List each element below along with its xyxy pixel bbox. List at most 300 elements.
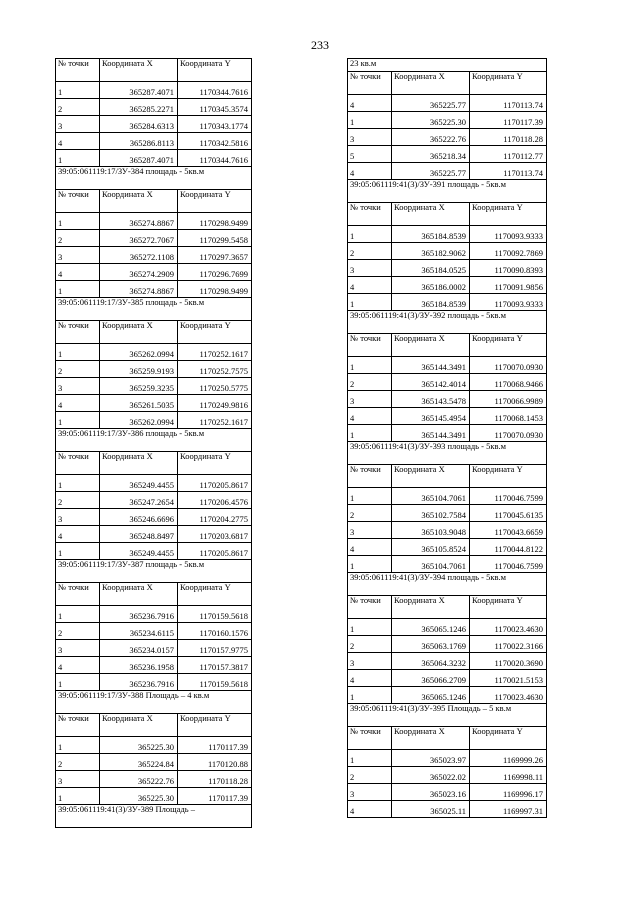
coordinate-y: 1170298.9499 — [178, 281, 252, 298]
table-row — [56, 133, 252, 150]
coordinate-x: 365105.8524 — [392, 539, 470, 556]
parcel-title: 39:05:061119:41(3)/ЗУ-392 площадь - 5кв.м — [348, 311, 547, 334]
coordinate-y: 1170344.7616 — [178, 82, 252, 99]
header-coord-y: Координата Y — [178, 583, 252, 606]
coordinate-x: 365274.8867 — [100, 281, 178, 298]
coordinate-y: 1170091.9856 — [470, 277, 547, 294]
table-row — [56, 475, 252, 492]
header-coord-x: Координата X — [392, 727, 470, 750]
point-number: 1 — [56, 344, 100, 361]
coordinate-x: 365274.8867 — [100, 213, 178, 230]
coordinate-y: 1170159.5618 — [178, 674, 252, 691]
header-coord-y: Координата Y — [178, 321, 252, 344]
table-row — [56, 737, 252, 754]
coordinate-y: 1170118.28 — [470, 129, 547, 146]
header-coord-y: Координата Y — [178, 190, 252, 213]
table-header-row — [56, 583, 252, 606]
point-number: 4 — [348, 408, 392, 425]
header-point-no: № точки — [56, 321, 100, 344]
table-row — [348, 357, 547, 374]
table-row — [348, 767, 547, 784]
table-row — [348, 670, 547, 687]
header-point-no: № точки — [348, 72, 392, 95]
coordinate-y: 1170046.7599 — [470, 488, 547, 505]
coordinate-x: 365249.4455 — [100, 543, 178, 560]
table-row — [348, 294, 547, 311]
point-number: 1 — [348, 619, 392, 636]
point-number: 1 — [348, 556, 392, 573]
coordinate-y: 1170043.6659 — [470, 522, 547, 539]
point-number: 2 — [56, 754, 100, 771]
coordinate-x: 365184.0525 — [392, 260, 470, 277]
table-row — [348, 95, 547, 112]
point-number: 4 — [348, 539, 392, 556]
coordinate-y: 1170252.7575 — [178, 361, 252, 378]
coordinate-x: 365025.11 — [392, 801, 470, 818]
coordinate-y: 1170297.3657 — [178, 247, 252, 264]
table-row — [348, 163, 547, 180]
parcel-title-row — [348, 311, 547, 334]
coordinate-y: 1170298.9499 — [178, 213, 252, 230]
point-number: 3 — [56, 771, 100, 788]
table-row — [348, 374, 547, 391]
parcel-title-row — [56, 560, 252, 583]
coordinate-x: 365234.0157 — [100, 640, 178, 657]
table-body-right — [348, 59, 547, 818]
header-coord-y: Координата Y — [470, 727, 547, 750]
table-row — [56, 606, 252, 623]
table-header-row — [56, 190, 252, 213]
coordinate-x: 365236.7916 — [100, 674, 178, 691]
table-row — [56, 344, 252, 361]
coordinate-x: 365225.30 — [392, 112, 470, 129]
point-number: 4 — [56, 264, 100, 281]
point-number: 3 — [348, 129, 392, 146]
coordinate-x: 365064.3232 — [392, 653, 470, 670]
parcel-title-row — [348, 573, 547, 596]
coordinate-x: 365247.2654 — [100, 492, 178, 509]
table-row — [56, 543, 252, 560]
coordinate-x: 365222.76 — [100, 771, 178, 788]
table-header-row — [56, 59, 252, 82]
table-row — [348, 408, 547, 425]
parcel-title: 39:05:061119:17/ЗУ-386 площадь - 5кв.м — [56, 429, 252, 452]
point-number: 1 — [56, 788, 100, 805]
coordinate-x: 365259.9193 — [100, 361, 178, 378]
coordinate-y: 1170112.77 — [470, 146, 547, 163]
header-point-no: № точки — [56, 714, 100, 737]
parcel-title-row — [56, 167, 252, 190]
parcel-title: 39:05:061119:17/ЗУ-387 площадь - 5кв.м — [56, 560, 252, 583]
coordinate-y: 1170113.74 — [470, 95, 547, 112]
coordinate-x: 365246.6696 — [100, 509, 178, 526]
coordinate-y: 1170120.88 — [178, 754, 252, 771]
point-number: 4 — [348, 163, 392, 180]
coordinate-x: 365225.30 — [100, 788, 178, 805]
coordinate-x: 365225.77 — [392, 163, 470, 180]
table-row — [348, 243, 547, 260]
header-coord-x: Координата X — [100, 714, 178, 737]
coordinate-y: 1170022.3166 — [470, 636, 547, 653]
point-number: 1 — [56, 475, 100, 492]
coordinate-y: 1170068.9466 — [470, 374, 547, 391]
point-number: 2 — [348, 505, 392, 522]
table-row — [56, 213, 252, 230]
coordinate-y: 1170342.5816 — [178, 133, 252, 150]
table-row — [56, 264, 252, 281]
coordinate-y: 1170117.39 — [178, 737, 252, 754]
coordinate-x: 365224.84 — [100, 754, 178, 771]
header-coord-y: Координата Y — [470, 203, 547, 226]
point-number: 1 — [56, 213, 100, 230]
coordinate-y: 1170045.6135 — [470, 505, 547, 522]
table-row — [348, 784, 547, 801]
point-number: 3 — [348, 653, 392, 670]
point-number: 3 — [56, 509, 100, 526]
table-header-row — [348, 465, 547, 488]
coordinate-y: 1170117.39 — [470, 112, 547, 129]
coordinate-y: 1170250.5775 — [178, 378, 252, 395]
coordinate-y: 1170023.4630 — [470, 687, 547, 704]
coordinate-y: 1170296.7699 — [178, 264, 252, 281]
header-coord-y: Координата Y — [178, 714, 252, 737]
point-number: 3 — [56, 378, 100, 395]
point-number: 1 — [348, 226, 392, 243]
coordinate-y: 1170068.1453 — [470, 408, 547, 425]
header-point-no: № точки — [56, 190, 100, 213]
table-body-left — [56, 59, 252, 828]
table-row — [56, 247, 252, 264]
parcel-title-row — [348, 59, 547, 72]
point-number: 2 — [348, 243, 392, 260]
table-row — [56, 526, 252, 543]
header-point-no: № точки — [348, 203, 392, 226]
coordinate-x: 365102.7584 — [392, 505, 470, 522]
coordinate-y: 1169998.11 — [470, 767, 547, 784]
header-coord-x: Координата X — [100, 190, 178, 213]
coordinate-y: 1170203.6817 — [178, 526, 252, 543]
table-row — [348, 146, 547, 163]
header-coord-y: Координата Y — [178, 59, 252, 82]
parcel-title-row — [56, 429, 252, 452]
coordinate-y: 1170343.1774 — [178, 116, 252, 133]
point-number: 4 — [56, 395, 100, 412]
coordinate-x: 365142.4014 — [392, 374, 470, 391]
coordinate-y: 1170160.1576 — [178, 623, 252, 640]
coordinate-x: 365262.0994 — [100, 412, 178, 429]
coordinate-y: 1170092.7869 — [470, 243, 547, 260]
coordinate-x: 365248.8497 — [100, 526, 178, 543]
point-number: 1 — [56, 82, 100, 99]
coordinate-x: 365184.8539 — [392, 294, 470, 311]
header-coord-y: Координата Y — [470, 72, 547, 95]
point-number: 4 — [56, 133, 100, 150]
coordinate-x: 365023.97 — [392, 750, 470, 767]
coordinate-y: 1170066.9989 — [470, 391, 547, 408]
point-number: 2 — [348, 374, 392, 391]
coordinates-table-left — [55, 58, 252, 828]
point-number: 1 — [348, 488, 392, 505]
point-number: 3 — [348, 522, 392, 539]
coordinate-y: 1170090.8393 — [470, 260, 547, 277]
point-number: 1 — [348, 425, 392, 442]
coordinate-x: 365104.7061 — [392, 556, 470, 573]
table-row — [56, 492, 252, 509]
coordinate-x: 365103.9048 — [392, 522, 470, 539]
parcel-title: 39:05:061119:41(3)/ЗУ-391 площадь - 5кв.м — [348, 180, 547, 203]
parcel-title-row — [348, 704, 547, 727]
coordinate-y: 1169997.31 — [470, 801, 547, 818]
coordinate-x: 365287.4071 — [100, 82, 178, 99]
table-row — [56, 230, 252, 247]
table-row — [56, 395, 252, 412]
coordinate-x: 365022.02 — [392, 767, 470, 784]
table-header-row — [348, 72, 547, 95]
coordinate-x: 365145.4954 — [392, 408, 470, 425]
point-number: 2 — [56, 623, 100, 640]
parcel-title: 39:05:061119:17/ЗУ-388 Площадь – 4 кв.м — [56, 691, 252, 714]
coordinate-x: 365184.8539 — [392, 226, 470, 243]
header-coord-x: Координата X — [392, 203, 470, 226]
header-coord-x: Координата X — [392, 465, 470, 488]
parcel-title-row — [348, 180, 547, 203]
table-row — [348, 636, 547, 653]
coordinate-x: 365144.3491 — [392, 425, 470, 442]
table-header-row — [56, 714, 252, 737]
table-header-row — [348, 727, 547, 750]
table-row — [56, 674, 252, 691]
header-coord-x: Координата X — [392, 72, 470, 95]
coordinate-x: 365236.7916 — [100, 606, 178, 623]
table-row — [348, 505, 547, 522]
point-number: 1 — [348, 687, 392, 704]
table-row — [56, 754, 252, 771]
coordinate-x: 365272.1108 — [100, 247, 178, 264]
coordinate-y: 1170299.5458 — [178, 230, 252, 247]
header-coord-x: Координата X — [100, 59, 178, 82]
coordinate-y: 1170118.28 — [178, 771, 252, 788]
point-number: 1 — [56, 606, 100, 623]
coordinate-x: 365065.1246 — [392, 687, 470, 704]
coordinate-x: 365286.8113 — [100, 133, 178, 150]
point-number: 1 — [348, 294, 392, 311]
table-row — [56, 509, 252, 526]
header-coord-y: Координата Y — [178, 452, 252, 475]
coordinate-y: 1170206.4576 — [178, 492, 252, 509]
coordinate-y: 1169996.17 — [470, 784, 547, 801]
parcel-title: 39:05:061119:41(3)/ЗУ-394 площадь - 5кв.м — [348, 573, 547, 596]
table-row — [348, 539, 547, 556]
table-row — [56, 361, 252, 378]
coordinate-x: 365261.5035 — [100, 395, 178, 412]
page-number: 233 — [311, 38, 329, 52]
coordinate-y: 1170023.4630 — [470, 619, 547, 636]
coordinate-y: 1170205.8617 — [178, 475, 252, 492]
coordinate-y: 1170159.5618 — [178, 606, 252, 623]
coordinate-x: 365104.7061 — [392, 488, 470, 505]
point-number: 1 — [56, 674, 100, 691]
coordinate-x: 365249.4455 — [100, 475, 178, 492]
coordinate-x: 365222.76 — [392, 129, 470, 146]
coordinate-x: 365234.6115 — [100, 623, 178, 640]
table-header-row — [348, 596, 547, 619]
table-row — [348, 488, 547, 505]
coordinate-x: 365218.34 — [392, 146, 470, 163]
point-number: 4 — [348, 801, 392, 818]
point-number: 5 — [348, 146, 392, 163]
point-number: 3 — [56, 116, 100, 133]
table-row — [348, 129, 547, 146]
coordinate-x: 365274.2909 — [100, 264, 178, 281]
header-coord-x: Координата X — [100, 583, 178, 606]
point-number: 3 — [56, 640, 100, 657]
point-number: 2 — [56, 361, 100, 378]
point-number: 1 — [56, 412, 100, 429]
parcel-title-row — [56, 298, 252, 321]
point-number: 3 — [348, 260, 392, 277]
coordinate-x: 365287.4071 — [100, 150, 178, 167]
coordinate-y: 1170093.9333 — [470, 226, 547, 243]
coordinate-y: 1170117.39 — [178, 788, 252, 805]
parcel-title-row — [56, 805, 252, 828]
table-row — [56, 788, 252, 805]
table-row — [348, 226, 547, 243]
header-coord-y: Координата Y — [470, 596, 547, 619]
coordinate-y: 1170093.9333 — [470, 294, 547, 311]
header-coord-y: Координата Y — [470, 334, 547, 357]
coordinate-y: 1170070.0930 — [470, 425, 547, 442]
table-header-row — [348, 203, 547, 226]
coordinate-x: 365225.77 — [392, 95, 470, 112]
parcel-title: 39:05:061119:41(3)/ЗУ-395 Площадь – 5 кв.м — [348, 704, 547, 727]
header-point-no: № точки — [348, 596, 392, 619]
coordinate-y: 1170157.9775 — [178, 640, 252, 657]
coordinate-x: 365285.2271 — [100, 99, 178, 116]
coordinate-x: 365225.30 — [100, 737, 178, 754]
table-row — [348, 522, 547, 539]
coordinate-x: 365065.1246 — [392, 619, 470, 636]
coordinate-y: 1170157.3817 — [178, 657, 252, 674]
table-row — [56, 82, 252, 99]
point-number: 1 — [348, 750, 392, 767]
table-row — [348, 260, 547, 277]
table-row — [348, 801, 547, 818]
table-header-row — [348, 334, 547, 357]
point-number: 2 — [56, 99, 100, 116]
header-point-no: № точки — [348, 465, 392, 488]
parcel-title-row — [348, 442, 547, 465]
coordinate-y: 1170021.5153 — [470, 670, 547, 687]
point-number: 4 — [348, 277, 392, 294]
table-row — [56, 116, 252, 133]
coordinate-y: 1170044.8122 — [470, 539, 547, 556]
coordinate-x: 365143.5478 — [392, 391, 470, 408]
point-number: 3 — [348, 784, 392, 801]
header-coord-x: Координата X — [392, 334, 470, 357]
point-number: 4 — [56, 526, 100, 543]
point-number: 2 — [56, 492, 100, 509]
point-number: 3 — [348, 391, 392, 408]
table-row — [56, 771, 252, 788]
coordinate-y: 1170020.3690 — [470, 653, 547, 670]
table-row — [56, 657, 252, 674]
coordinate-x: 365284.6313 — [100, 116, 178, 133]
parcel-title: 39:05:061119:41(3)/ЗУ-389 Площадь – — [56, 805, 252, 828]
coordinate-x: 365186.0002 — [392, 277, 470, 294]
coordinate-y: 1170205.8617 — [178, 543, 252, 560]
parcel-title-row — [56, 691, 252, 714]
coordinate-x: 365262.0994 — [100, 344, 178, 361]
point-number: 2 — [348, 767, 392, 784]
coordinate-y: 1170252.1617 — [178, 344, 252, 361]
coordinate-x: 365066.2709 — [392, 670, 470, 687]
coordinate-y: 1170113.74 — [470, 163, 547, 180]
parcel-title: 39:05:061119:41(3)/ЗУ-393 площадь - 5кв.м — [348, 442, 547, 465]
point-number: 1 — [56, 737, 100, 754]
coordinate-x: 365272.7067 — [100, 230, 178, 247]
header-coord-x: Координата X — [100, 452, 178, 475]
point-number: 1 — [348, 357, 392, 374]
table-row — [348, 425, 547, 442]
table-header-row — [56, 452, 252, 475]
point-number: 2 — [348, 636, 392, 653]
coordinate-x: 365023.16 — [392, 784, 470, 801]
table-row — [56, 99, 252, 116]
header-point-no: № точки — [56, 583, 100, 606]
coordinate-y: 1170344.7616 — [178, 150, 252, 167]
point-number: 4 — [56, 657, 100, 674]
table-row — [56, 281, 252, 298]
point-number: 1 — [56, 543, 100, 560]
coordinates-table-right — [347, 58, 547, 818]
header-point-no: № точки — [56, 59, 100, 82]
coordinate-y: 1170252.1617 — [178, 412, 252, 429]
parcel-title: 39:05:061119:17/ЗУ-385 площадь - 5кв.м — [56, 298, 252, 321]
coordinate-y: 1170345.3574 — [178, 99, 252, 116]
table-row — [348, 619, 547, 636]
coordinate-y: 1170249.9816 — [178, 395, 252, 412]
header-point-no: № точки — [348, 334, 392, 357]
table-row — [348, 277, 547, 294]
coordinate-y: 1170070.0930 — [470, 357, 547, 374]
coordinate-x: 365063.1769 — [392, 636, 470, 653]
header-coord-y: Координата Y — [470, 465, 547, 488]
parcel-title: 39:05:061119:17/ЗУ-384 площадь - 5кв.м — [56, 167, 252, 190]
table-row — [348, 391, 547, 408]
coordinate-x: 365144.3491 — [392, 357, 470, 374]
header-coord-x: Координата X — [100, 321, 178, 344]
table-row — [348, 556, 547, 573]
coordinate-y: 1170204.2775 — [178, 509, 252, 526]
table-row — [56, 623, 252, 640]
header-point-no: № точки — [348, 727, 392, 750]
coordinate-x: 365182.9062 — [392, 243, 470, 260]
table-header-row — [56, 321, 252, 344]
parcel-title: 23 кв.м — [348, 59, 547, 72]
point-number: 4 — [348, 670, 392, 687]
coordinate-y: 1169999.26 — [470, 750, 547, 767]
point-number: 2 — [56, 230, 100, 247]
coordinate-x: 365259.3235 — [100, 378, 178, 395]
table-row — [348, 112, 547, 129]
point-number: 4 — [348, 95, 392, 112]
point-number: 3 — [56, 247, 100, 264]
point-number: 1 — [348, 112, 392, 129]
point-number: 1 — [56, 281, 100, 298]
table-row — [348, 750, 547, 767]
coordinate-y: 1170046.7599 — [470, 556, 547, 573]
table-row — [348, 687, 547, 704]
